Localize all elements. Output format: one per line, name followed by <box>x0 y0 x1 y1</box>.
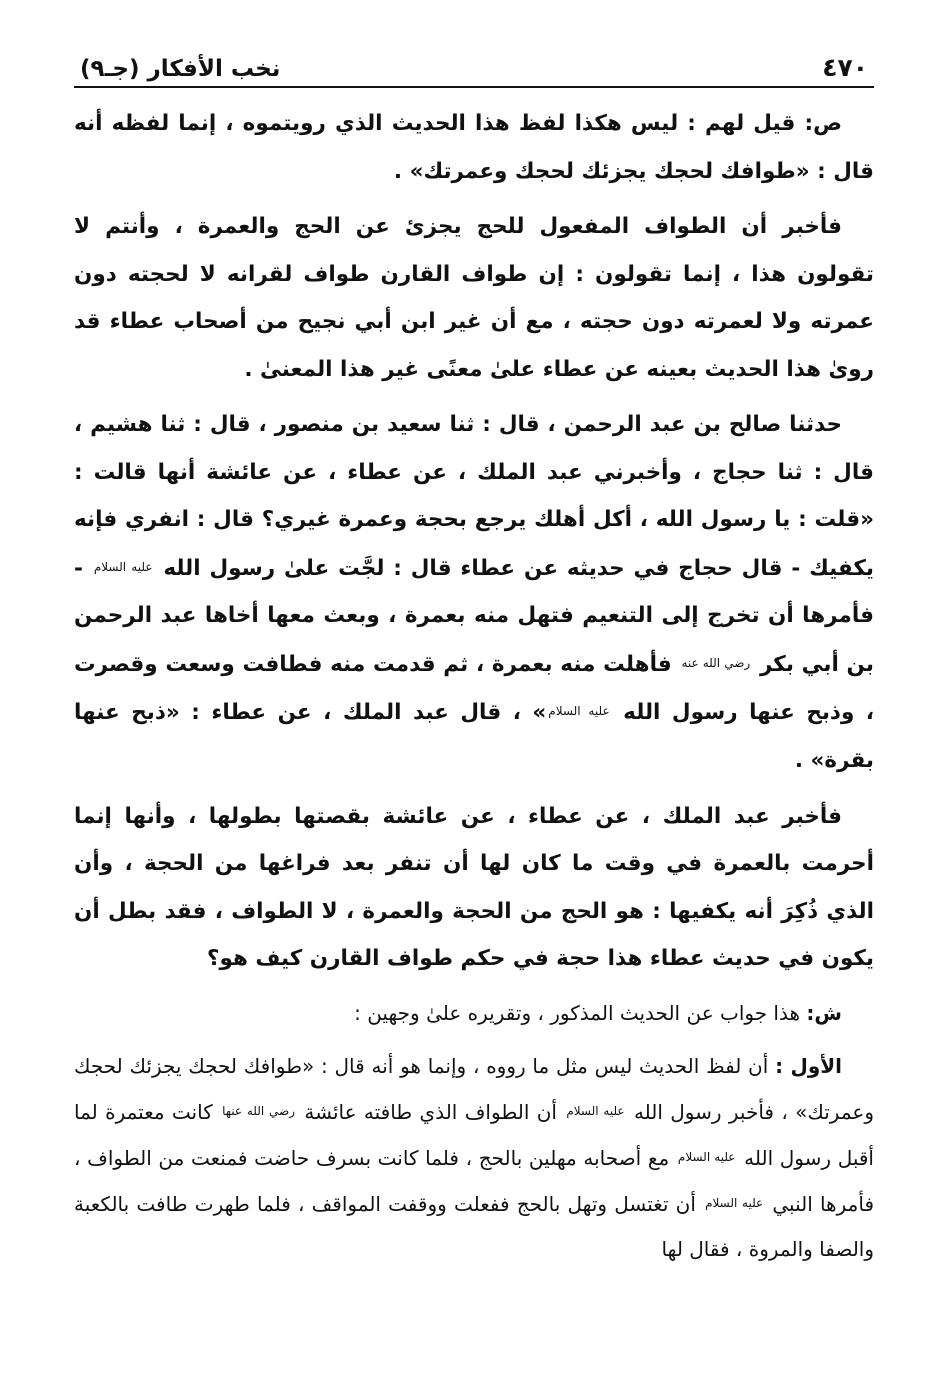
paragraph-3-text-a: حدثنا صالح بن عبد الرحمن ، قال : ثنا سعيد بن منصور ، قال : ثنا هشيم ، قال : ثنا حجاج ، وأخبرني عبد الملك ، عن عطاء ، عن عائشة أنها قالت : «قلت : يا رسول الله ، أكل أهلك يرجع بحجة وعمرة غيري؟ قال : انفري فإنه يكفيك - قال حجاج في حديثه عن عطاء قال : لجَّت علىٰ رسول الله <box>74 412 874 581</box>
paragraph-2-text: فأخبر أن الطواف المفعول للحج يجزئ عن الحج والعمرة ، وأنتم لا تقولون هذا ، إنما تقولون : إن طواف القارن طواف لقرانه لا لحجته دون عمرته ولا لعمرته دون حجته ، مع أن غير ابن أبي نجيح من أصحاب عطاء قد روىٰ هذا الحديث بعينه عن عطاء علىٰ معنًى غير هذا المعنىٰ . <box>74 214 874 382</box>
page-number: ٤٧٠ <box>822 53 868 82</box>
paragraph-5 <box>74 991 874 1036</box>
paragraph-3-text-d: » ، قال عبد الملك ، عن عطاء : «ذبح عنها بقرة» . <box>74 700 874 774</box>
honorific-prophet-4: عليه السلام <box>677 1149 736 1164</box>
page-header <box>74 40 874 88</box>
honorific-prophet-3: عليه السلام <box>566 1103 625 1118</box>
page-body <box>74 100 874 1272</box>
paragraph-4 <box>74 793 874 983</box>
paragraph-6-text-d: مع أصحابه مهلين بالحج ، فلما كانت بسرف حاضت فمنعت من الطواف ، فأمرها النبي <box>74 1145 875 1217</box>
paragraph-3-text-b: - فأمرها أن تخرج إلى التنعيم فتهل منه بعمرة ، وبعث معها أخاها عبد الرحمن بن أبي بكر <box>74 555 874 677</box>
paragraph-1-text: ص: قيل لهم : ليس هكذا لفظ هذا الحديث الذي رويتموه ، إنما لفظه أنه قال : «طوافك لحجك يجزئك لحجك وعمرتك» . <box>74 111 874 184</box>
honorific-aisha: رضي الله عنها <box>222 1103 296 1118</box>
honorific-prophet-5: عليه السلام <box>705 1195 764 1210</box>
running-title: نخب الأفكار (جـ٩) <box>80 56 281 82</box>
paragraph-6 <box>74 1044 874 1273</box>
paragraph-2 <box>74 203 874 393</box>
paragraph-6-text-a: أن لفظ الحديث ليس مثل ما رووه ، وإنما هو أنه قال : «طوافك لحجك يجزئك لحجك وعمرتك» ، فأخبر رسول الله <box>74 1053 874 1124</box>
book-page <box>74 40 874 1280</box>
honorific-prophet-1: عليه السلام <box>93 559 153 574</box>
paragraph-6-text-c: كانت معتمرة لما أقبل رسول الله <box>74 1099 874 1170</box>
honorific-abu-bakr: رضي الله عنه <box>681 655 751 670</box>
commentary-label: ش: <box>806 1000 842 1025</box>
honorific-prophet-2: عليه السلام <box>548 704 610 719</box>
paragraph-4-text: فأخبر عبد الملك ، عن عطاء ، عن عائشة بقصتها بطولها ، وأنها إنما أحرمت بالعمرة في وقت ما كان لها أن تنفر بعد فراغها من الحجة ، وأن الذي ذُكِرَ أنه يكفيها : هو الحج من الحجة والعمرة ، لا الطواف ، فقد بطل أن يكون في حديث عطاء هذا حجة في حكم طواف القارن كيف هو؟ <box>74 803 874 972</box>
first-point-label: الأول : <box>775 1053 843 1078</box>
paragraph-3-text-c: فأهلت منه بعمرة ، ثم قدمت منه فطافت وسعت وقصرت ، وذبح عنها رسول الله <box>74 651 875 726</box>
paragraph-1 <box>74 100 874 195</box>
paragraph-6-text-b: أن الطواف الذي طافته عائشة <box>304 1099 557 1124</box>
paragraph-5-text: هذا جواب عن الحديث المذكور ، وتقريره علىٰ وجهين : <box>354 1000 801 1025</box>
paragraph-3 <box>74 401 874 785</box>
paragraph-6-text-e: أن تغتسل وتهل بالحج ففعلت ووقفت المواقف ، فلما طهرت طافت بالكعبة والصفا والمروة ، فقال لها <box>74 1192 874 1262</box>
